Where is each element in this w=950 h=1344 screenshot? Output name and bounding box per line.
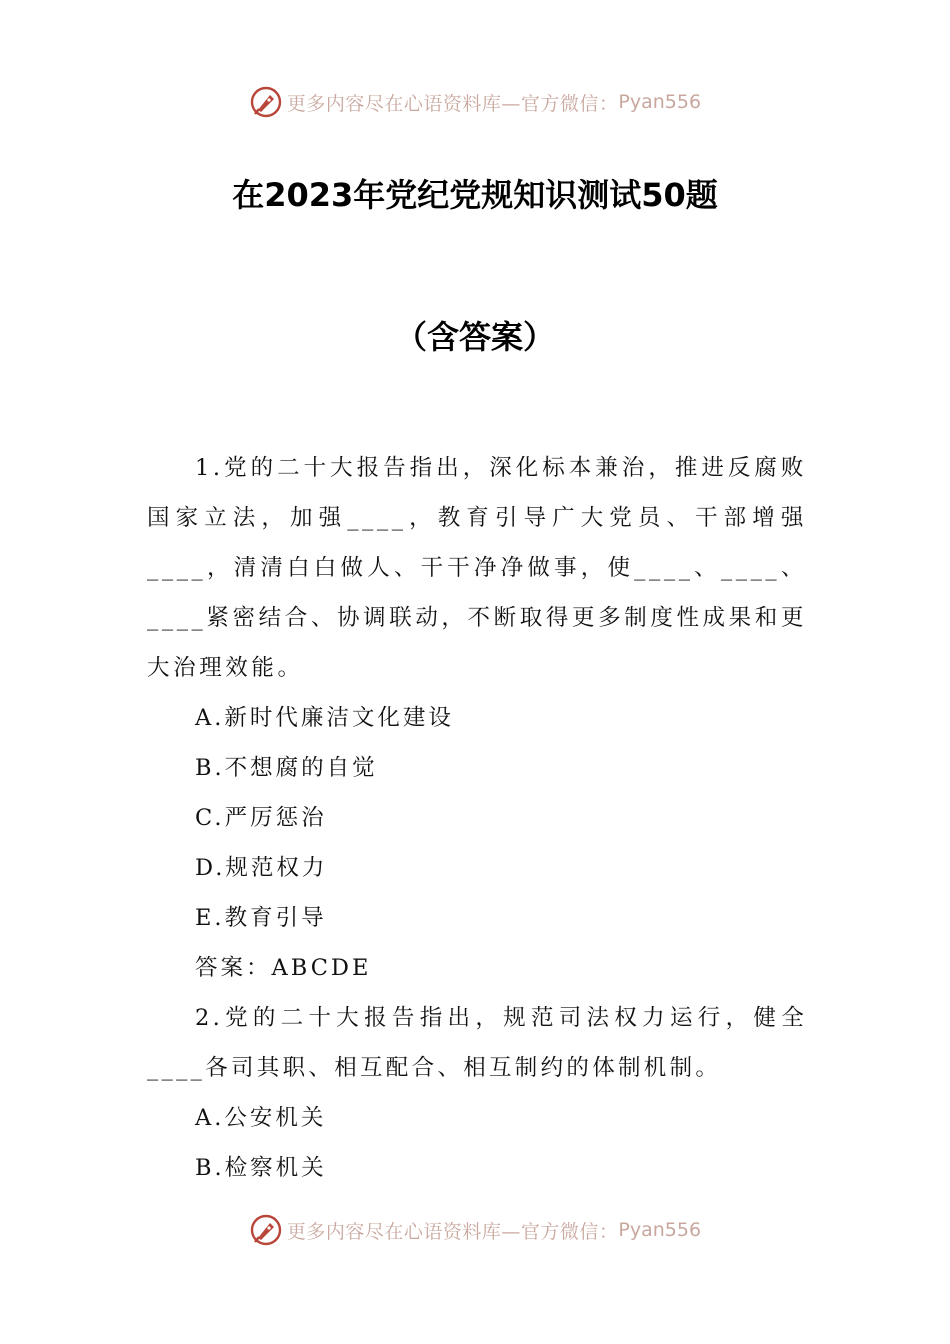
document-subtitle: （含答案） [394,318,555,356]
question-1-option-a: A.新时代廉洁文化建设 [195,705,454,731]
question-1-stem: 1.党的二十大报告指出，深化标本兼治，推进反腐败国家立法，加强____，教育引导广大党员、干部增强____，清清白白做人、干干净净做事，使____、____、____紧密结合、协调联动，不断取得更多制度性成果和更大治理效能。 [147,455,807,681]
pen-nib-logo-icon [249,1213,283,1247]
watermark-text: 更多内容尽在心语资料库—官方微信： [286,92,619,115]
document-body [147,443,807,1193]
question-1-option-b: B.不想腐的自觉 [195,755,378,781]
question-2-stem: 2.党的二十大报告指出，规范司法权力运行，健全____各司其职、相互配合、相互制约的体制机制。 [147,1005,807,1081]
question-1-option-e: E.教育引导 [195,905,327,931]
question-1-answer: 答案：ABCDE [195,955,372,981]
footer-watermark [0,1210,950,1250]
question-1-option-d: D.规范权力 [195,855,328,881]
header-watermark [0,82,950,122]
watermark-wechat-id: Pyan556 [618,1219,702,1241]
watermark-wechat-id: Pyan556 [618,91,702,113]
question-2-option-a: A.公安机关 [195,1105,327,1131]
document-title: 在2023年党纪党规知识测试50题 [232,176,718,214]
question-2-option-b: B.检察机关 [195,1155,327,1181]
question-1-option-c: C.严厉惩治 [195,805,327,831]
pen-nib-logo-icon [249,85,283,119]
watermark-text: 更多内容尽在心语资料库—官方微信： [286,1220,619,1243]
